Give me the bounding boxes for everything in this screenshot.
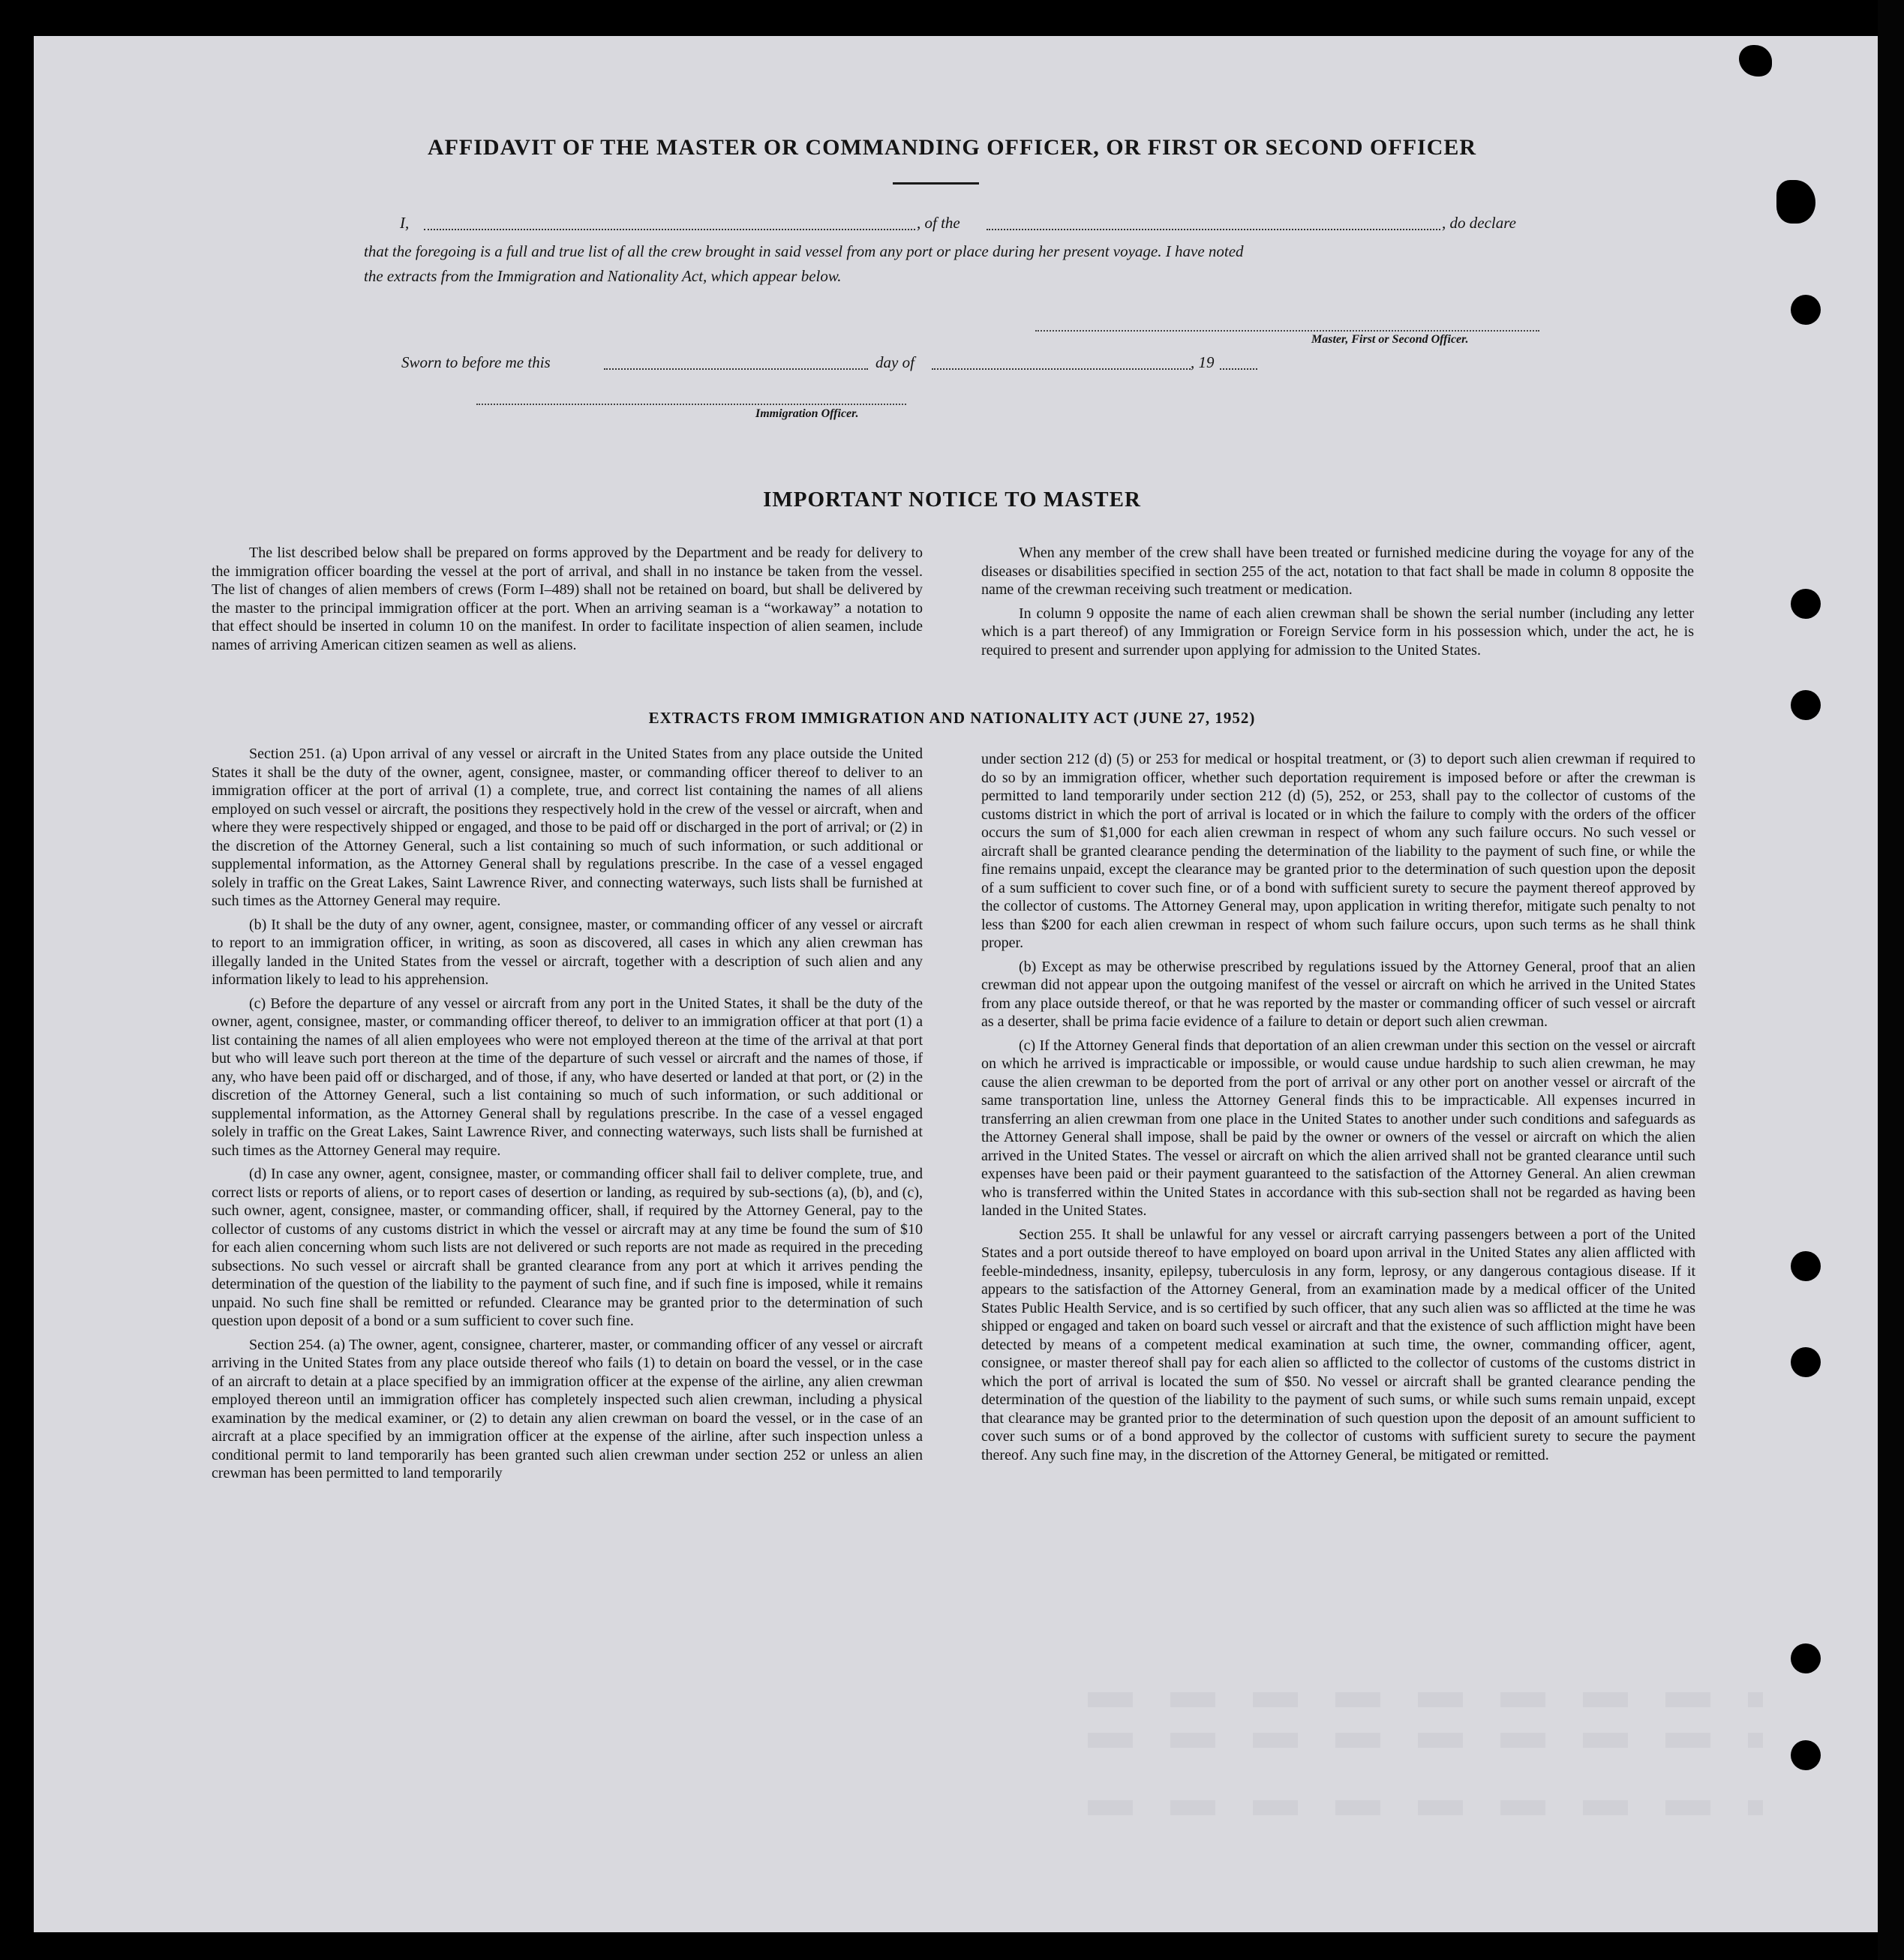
bleed-through-text (1088, 1733, 1763, 1748)
section-254-b: (b) Except as may be otherwise prescribed by regulations issued by the Attorney General, proof that an alien crewman did not appear upon the outgoing manifest of the vessel or aircraft on which he arrived in the United States from any place outside thereof, or that he was reported by the master or commanding officer of such vessel or aircraft as a deserter, shall be prima facie evidence of a failure to detain or deport such alien crewman. (981, 958, 1695, 1030)
section-255: Section 255. It shall be unlawful for any vessel or aircraft carrying passengers between a port of the United States and a port outside thereof to have employed on board upon arrival in the United States any alien afflicted with feeble-mindedness, insanity, epilepsy, tuberculosis in any form, leprosy, or any dangerous contagious disease. If it appears to the satisfaction of the Attorney General, from an examination made by a medical officer of the United States Public Health Service, and is so certified by such officer, that any such alien was so afflicted at the time he was shipped or engaged and taken on board such vessel or aircraft and that the existence of such affliction might have been detected by means of a competent medical examination at such time, the owner, commanding officer, agent, consignee, or master thereof shall pay for each alien so afflicted to the collector of customs of the customs district in which the port of arrival is located the sum of $50. No vessel or aircraft shall be granted clearance pending the determination of the question of the liability to the payment of such sums, or while such sums remain unpaid, except that clearance may be granted prior to the determination of such question upon the deposit of an amount sufficient to cover such sums or of a bond approved by the collector of customs with sufficient surety to secure the payment thereof. Any such fine may, in the discretion of the Attorney General, be mitigated or remitted. (981, 1226, 1695, 1463)
binder-hole (1791, 1251, 1821, 1281)
notice-right-paragraph: In column 9 opposite the name of each alien crewman shall be shown the serial number (including any letter which is a part thereof) of any Immigration or Foreign Service form in his possession which, under the act, he is required to present and surrender upon applying for admission to the United States. (981, 605, 1694, 659)
section-254-a: Section 254. (a) The owner, agent, consignee, charterer, master, or commanding officer of any vessel or aircraft arriving in the United States from any place outside thereof who fails (1) to detain on board the vessel, or in the case of an aircraft to detain at a place specified by an immigration officer at the expense of the airline, any alien crewman employed thereon until an immigration officer has completely inspected such alien crewman, including a physical examination by the medical examiner, or (2) to detain any alien crewman on board the vessel, or in the case of an aircraft at a place specified by an immigration officer at the expense of the airline, after such inspection unless a conditional permit to land temporarily has been granted such alien crewman under section 252 or unless an alien crewman has been permitted to land temporarily (212, 1336, 923, 1481)
affidavit-statement-line1: that the foregoing is a full and true list of all the crew brought in said vessel from any port or place during her present voyage. I have noted (364, 242, 1244, 260)
bleed-through-text (1088, 1800, 1763, 1815)
master-signature-line[interactable] (1035, 330, 1539, 332)
year-label: , 19 (1191, 353, 1215, 371)
affidavit-title: AFFIDAVIT OF THE MASTER OR COMMANDING OFFICER, OR FIRST OR SECOND OFFICER (427, 135, 1477, 160)
extracts-left-column (212, 745, 923, 1488)
day-of-label: day of (875, 353, 914, 371)
section-251-c: (c) Before the departure of any vessel or aircraft from any port in the United States, it shall be the duty of the owner, agent, consignee, master, or commanding officer thereof, to deliver to an immigration officer at that port (1) a list containing the names of all alien employees who were not employed thereon at the time of the arrival at that port but who will leave such port thereon at the time of the departure of such vessel or aircraft and the names of those, if any, who have been paid off or discharged, and of those, if any, who have deserted or landed at that port, or (2) in the discretion of the Attorney General, such a list containing so much of such information, or such additional or supplemental information, as the Attorney General shall by regulations prescribe. In the case of a vessel engaged solely in traffic on the Great Lakes, Saint Lawrence River, and connecting waterways, such lists shall be furnished at such times as the Attorney General may require. (212, 995, 923, 1159)
page-edge (1878, 0, 1904, 1960)
affidavit-statement-line2: the extracts from the Immigration and Nationality Act, which appear below. (364, 267, 842, 285)
section-251-d: (d) In case any owner, agent, consignee, master, or commanding officer shall fail to deliver complete, true, and correct lists or reports of aliens, or to report cases of desertion or landing, as required by sub-sections (a), (b), and (c), such owner, agent, consignee, master, or commanding officer, shall, if required by the Attorney General, pay to the collector of customs of any customs district in which the vessel or aircraft may at any time be found the sum of $10 for each alien concerning whom such lists are not delivered or such reports are not made as required in the preceding subsections. No such vessel or aircraft shall be granted clearance from any port at which it arrives pending the determination of the question of the liability to the payment of such fine, and if such fine is imposed, while it remains unpaid. No such fine shall be remitted or refunded. Clearance may be granted prior to the determination of such question upon deposit of a bond or a sum sufficient to cover such fine. (212, 1166, 923, 1329)
notice-left-column (212, 544, 923, 659)
ink-blot (1776, 180, 1815, 224)
declarant-name-field[interactable] (424, 229, 915, 230)
binder-hole (1791, 1347, 1821, 1377)
binder-hole (1791, 1740, 1821, 1770)
notice-title: IMPORTANT NOTICE TO MASTER (763, 488, 1141, 512)
sworn-day-field[interactable] (604, 368, 868, 370)
vessel-name-field[interactable] (987, 229, 1440, 230)
title-divider (893, 182, 979, 185)
binder-hole (1791, 295, 1821, 325)
notice-right-paragraph: When any member of the crew shall have been treated or furnished medicine during the voyage for any of the diseases or disabilities specified in section 255 of the act, notation to that fact shall be made in column 8 opposite the name of the crewman receiving such treatment or medication. (981, 545, 1694, 598)
notice-left-paragraph: The list described below shall be prepared on forms approved by the Department and be ready for delivery to the immigration officer boarding the vessel at the port of arrival, and shall in no instance be taken from the vessel. The list of changes of alien members of crews (Form I–489) shall not be retained on board, but shall be delivered by the master to the principal immigration officer at the port. When an arriving seaman is a “workaway” a notation to that effect should be inserted in column 10 on the manifest. In order to facilitate inspection of alien seamen, include names of arriving American citizen seamen as well as aliens. (212, 545, 923, 653)
notice-right-column (981, 544, 1694, 665)
section-254-c: (c) If the Attorney General finds that deportation of an alien crewman under this section on the vessel or aircraft on which he arrived is impracticable or impossible, or would cause undue hardship to such alien crewman, he may cause the alien crewman to be deported from the port of arrival or any other port on another vessel or aircraft of the same transportation line, unless the Attorney General finds this to be impracticable. All expenses incurred in transferring an alien crewman from one place in the United States to another under such conditions and safeguards as the Attorney General shall impose, shall be paid by the owner or owners of the vessel or aircraft on which the alien arrived in the United States. The vessel or aircraft on which the alien arrived shall not be granted clearance until such expenses have been paid or their payment guaranteed to the satisfaction of the Attorney General. An alien crewman who is transferred within the United States in accordance with this sub-section shall not be regarded as having been landed in the United States. (981, 1037, 1695, 1219)
sworn-label: Sworn to before me this (401, 353, 551, 371)
sworn-month-field[interactable] (932, 368, 1191, 370)
immigration-officer-label: Immigration Officer. (755, 407, 859, 420)
extracts-title: EXTRACTS FROM IMMIGRATION AND NATIONALITY ACT (JUNE 27, 1952) (648, 709, 1256, 727)
binder-hole (1791, 1643, 1821, 1673)
immigration-officer-signature-line[interactable] (476, 404, 906, 405)
master-signature-label: Master, First or Second Officer. (1311, 333, 1469, 346)
bleed-through-text (1088, 1692, 1763, 1707)
declarant-label: I, (400, 214, 410, 232)
binder-hole (1791, 589, 1821, 619)
of-the-label: , of the (917, 214, 960, 232)
section-251-b: (b) It shall be the duty of any owner, agent, consignee, master, or commanding officer of any vessel or aircraft to report to an immigration officer, in writing, as soon as discovered, all cases in which any alien crewman has illegally landed in the United States from the vessel or aircraft, together with a description of such alien and any information likely to lead to his apprehension. (212, 916, 923, 988)
extracts-right-column (981, 750, 1695, 1469)
section-254-a-continued: under section 212 (d) (5) or 253 for medical or hospital treatment, or (3) to deport such alien crewman if required to do so by an immigration officer, whether such deportation requirement is imposed before or after the crewman is permitted to land temporarily under section 212 (d) (5), 252, or 253, shall pay to the collector of customs of the customs district in which the port of arrival is located or in which the failure to comply with the orders of the officer occurs the sum of $1,000 for each alien crewman in respect of whom any such failure occurs. No such vessel or aircraft shall be granted clearance pending the determination of the liability to the payment of such fine, or while the fine remains unpaid, except the clearance may be granted prior to the determination of such question upon the deposit of a sum sufficient to cover such fine, or of a bond with sufficient surety to secure the payment thereof approved by the collector of customs. The Attorney General may, upon application in writing therefor, mitigate such penalty to not less than $200 for each alien crewman in respect of whom such failure occurs, upon such terms as he shall think proper. (981, 751, 1695, 951)
declare-label: , do declare (1442, 214, 1516, 232)
sworn-year-field[interactable] (1220, 368, 1257, 370)
section-251-a: Section 251. (a) Upon arrival of any vessel or aircraft in the United States from any place outside the United States it shall be the duty of the owner, agent, consignee, master, or commanding officer thereof to deliver to an immigration officer at the port of arrival (1) a complete, true, and correct list containing the names of all aliens employed on such vessel or aircraft, the positions they respectively hold in the crew of the vessel or aircraft, when and where they were respectively shipped or engaged, and those to be paid off or discharged in the port of arrival; or (2) in the discretion of the Attorney General, such a list containing so much of such information, or such additional or supplemental information, as the Attorney General shall by regulations prescribe. In the case of a vessel engaged solely in traffic on the Great Lakes, Saint Lawrence River, and connecting waterways, such lists shall be furnished at such times as the Attorney General may require. (212, 746, 923, 909)
